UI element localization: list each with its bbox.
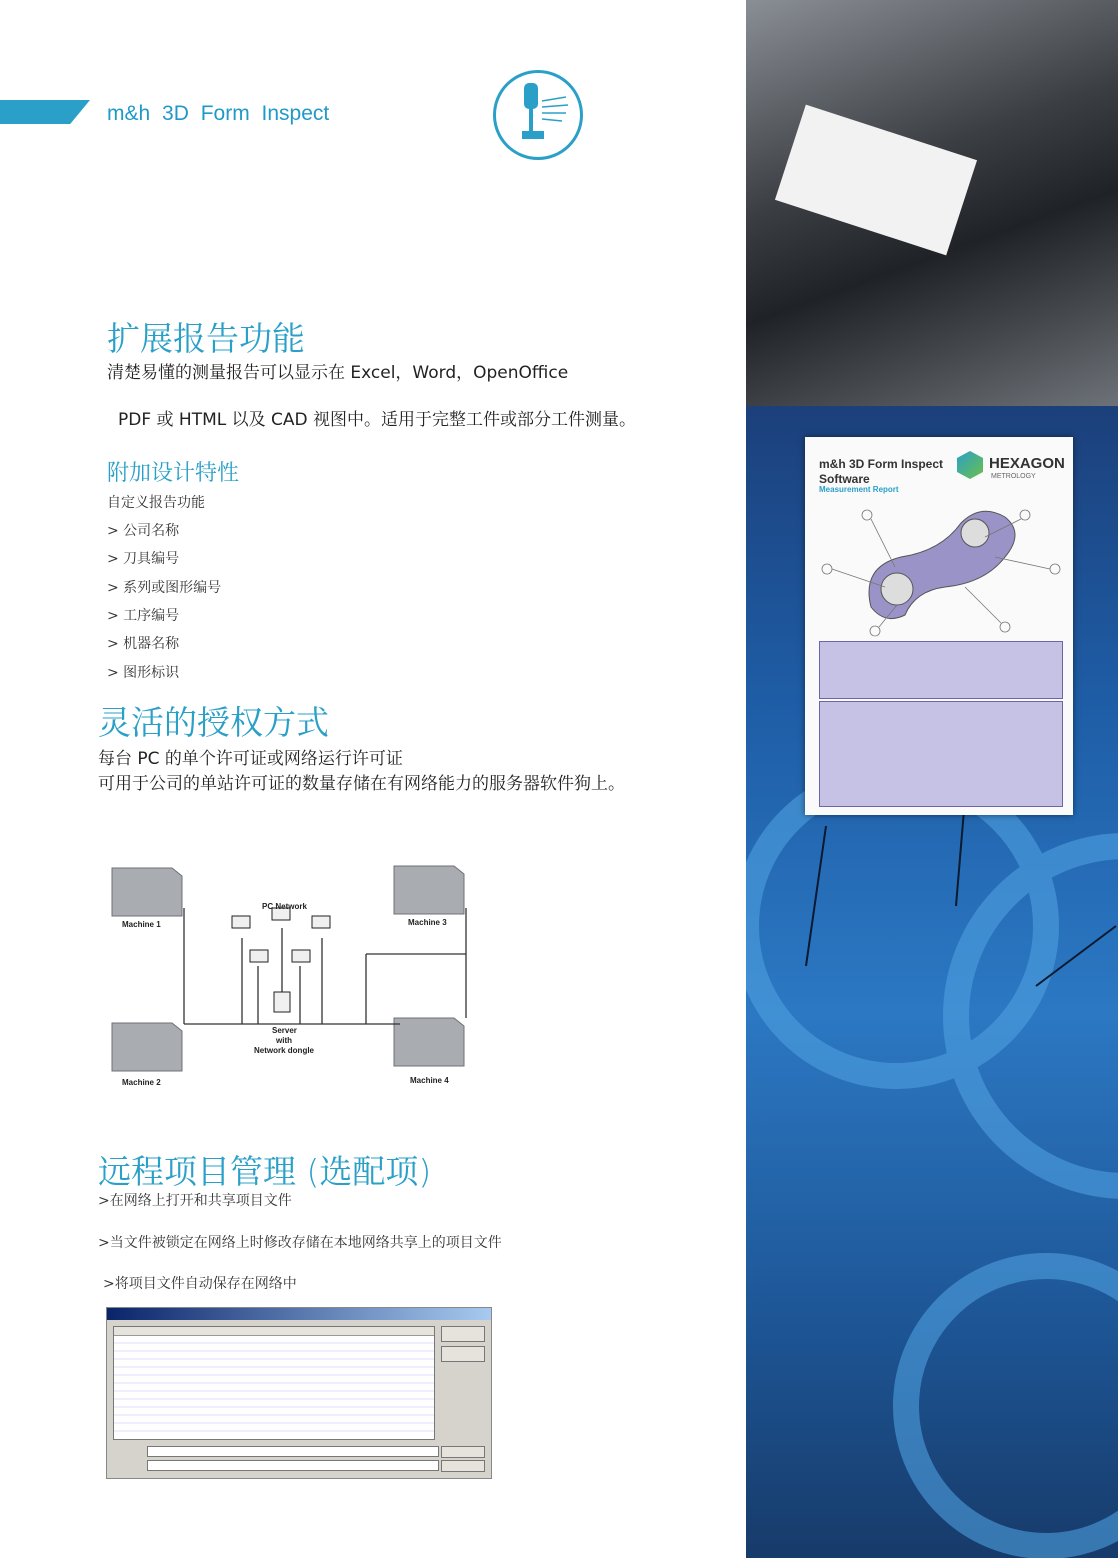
- diagram-label-pc-network: PC Network: [262, 902, 307, 911]
- feature-item: > 工序编号: [107, 608, 180, 624]
- section-title-remote-projects: 远程项目管理 (选配项): [98, 1152, 432, 1191]
- feature-item: > 机器名称: [107, 636, 180, 652]
- file-open-dialog-image: [106, 1307, 492, 1479]
- report-title: m&h 3D Form Inspect: [819, 457, 944, 471]
- feature-item: > 图形标识: [107, 665, 180, 681]
- remote-item: >当文件被锁定在网络上时修改存储在本地网络共享上的项目文件: [98, 1235, 502, 1251]
- feature-item: > 公司名称: [107, 523, 180, 539]
- report-table-2: [819, 701, 1063, 807]
- section-title-design-features: 附加设计特性: [107, 461, 240, 486]
- remote-item: >在网络上打开和共享项目文件: [98, 1193, 292, 1209]
- diagram-label-with: with: [276, 1036, 292, 1045]
- feature-item: > 刀具编号: [107, 551, 180, 567]
- report-subtitle: Software: [819, 472, 870, 486]
- licensing-text-2: 可用于公司的单站许可证的数量存储在有网络能力的服务器软件狗上。: [98, 774, 625, 794]
- reporting-text-1: 清楚易懂的测量报告可以显示在 Excel，Word，OpenOffice: [107, 363, 569, 383]
- workpiece-photo: [746, 0, 1118, 406]
- diagram-label-dongle: Network dongle: [254, 1046, 315, 1055]
- section-title-reporting: 扩展报告功能: [107, 319, 305, 358]
- diagram-label-machine2: Machine 2: [122, 1078, 161, 1087]
- diagram-label-machine3: Machine 3: [408, 918, 447, 927]
- report-logo-sub: METROLOGY: [991, 473, 1036, 480]
- hexagon-logo-icon: [957, 451, 983, 479]
- report-logo: HEXAGON: [989, 455, 1065, 472]
- network-diagram: [104, 858, 480, 1094]
- report-caption: Measurement Report: [819, 485, 899, 494]
- feature-item: 自定义报告功能: [107, 495, 205, 511]
- diagram-label-machine1: Machine 1: [122, 920, 161, 929]
- remote-item: >将项目文件自动保存在网络中: [103, 1276, 297, 1292]
- licensing-text-1: 每台 PC 的单个许可证或网络运行许可证: [98, 749, 403, 769]
- feature-item: > 系列或图形编号: [107, 580, 222, 596]
- header-accent-bar: [0, 100, 90, 124]
- section-title-licensing: 灵活的授权方式: [98, 703, 329, 742]
- diagram-label-server: Server: [272, 1026, 297, 1035]
- brand-title: m&h 3D Form Inspect: [107, 102, 330, 125]
- reporting-text-2: PDF 或 HTML 以及 CAD 视图中。适用于完整工件或部分工件测量。: [118, 410, 637, 430]
- measurement-report-image: [805, 437, 1073, 815]
- diagram-label-machine4: Machine 4: [410, 1076, 449, 1085]
- report-table-1: [819, 641, 1063, 699]
- product-logo-icon: [493, 70, 583, 160]
- photo-paper: [775, 105, 977, 256]
